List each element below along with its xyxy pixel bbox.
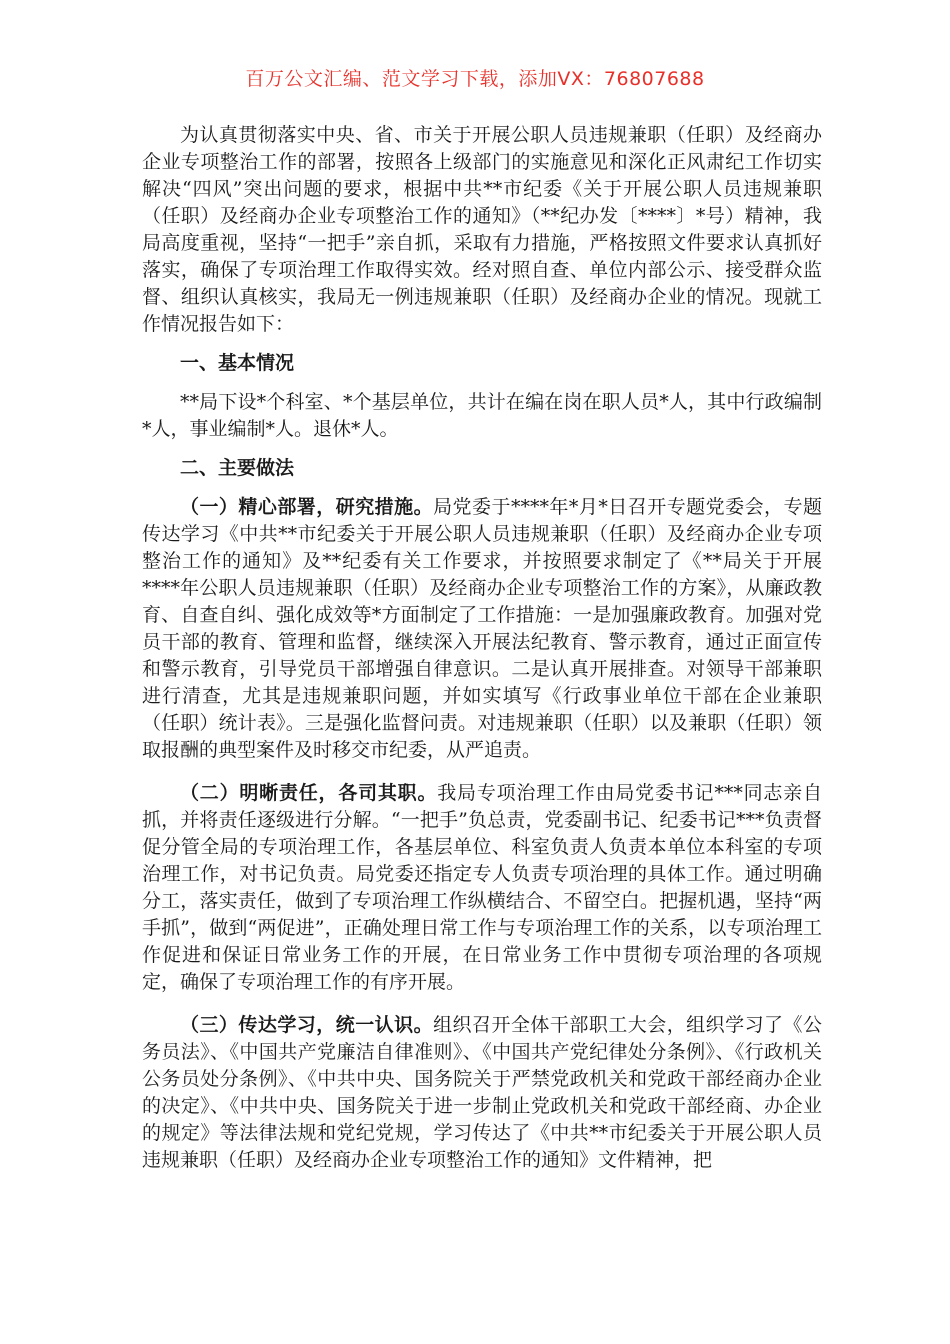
practice-item-3-body: 组织召开全体干部职工大会，组织学习了《公务员法》、《中国共产党廉洁自律准则》、《中国共产党纪律处分条例》、《行政机关公务员处分条例》、《中共中央、国务院关于严禁党政机关和党政干部经商办企业的决定》、《中共中央、国务院关于进一步制止党政机关和党政干部经商、办企业的规定》等法律法规和党纪党规，学习传达了《中共**市纪委关于开展公职人员违规兼职（任职）及经商办企业专项整治工作的通知》文件精神，把 [142, 1014, 822, 1171]
document-body [142, 122, 822, 1174]
intro-paragraph: 为认真贯彻落实中央、省、市关于开展公职人员违规兼职（任职）及经商办企业专项整治工作的部署，按照各上级部门的实施意见和深化正风肃纪工作切实解决“四风”突出问题的要求，根据中共**市纪委《关于开展公职人员违规兼职（任职）及经商办企业专项整治工作的通知》（**纪办发〔****〕*号）精神，我局高度重视，坚持“一把手”亲自抓，采取有力措施，严格按照文件要求认真抓好落实，确保了专项治理工作取得实效。经对照自查、单位内部公示、接受群众监督、组织认真核实，我局无一例违规兼职（任职）及经商办企业的情况。现就工作情况报告如下： [142, 124, 822, 335]
practice-item-2-body: 我局专项治理工作由局党委书记***同志亲自抓，并将责任逐级进行分解。“一把手”负总责，党委副书记、纪委书记***负责督促分管全局的专项治理工作，各基层单位、科室负责人负责本单位本科室的专项治理工作，对书记负责。局党委还指定专人负责专项治理的具体工作。通过明确分工，落实责任，做到了专项治理工作纵横结合、不留空白。把握机遇，坚持“两手抓”，做到“两促进”，正确处理日常工作与专项治理工作的关系，以专项治理工作促进和保证日常业务工作的开展，在日常业务工作中贯彻专项治理的各项规定，确保了专项治理工作的有序开展。 [142, 782, 822, 993]
practice-item-3 [142, 1012, 822, 1174]
practice-item-1-body: 局党委于****年*月*日召开专题党委会，专题传达学习《中共**市纪委关于开展公职人员违规兼职（任职）及经商办企业专项整治工作的通知》及**纪委有关工作要求，并按照要求制定了《**局关于开展****年公职人员违规兼职（任职）及经商办企业专项整治工作的方案》，从廉政教育、自查自纠、强化成效等*方面制定了工作措施：一是加强廉政教育。加强对党员干部的教育、管理和监督，继续深入开展法纪教育、警示教育，通过正面宣传和警示教育，引导党员干部增强自律意识。二是认真开展排查。对领导干部兼职进行清查，尤其是违规兼职问题，并如实填写《行政事业单位干部在企业兼职（任职）统计表》。三是强化监督问责。对违规兼职（任职）以及兼职（任职）领取报酬的典型案件及时移交市纪委，从严追责。 [142, 496, 822, 761]
practice-item-2 [142, 780, 822, 996]
practice-item-3-lead: （三）传达学习，统一认识。 [180, 1014, 434, 1036]
section-heading-basic-situation: 一、基本情况 [180, 352, 295, 374]
practice-item-1 [142, 494, 822, 764]
basic-situation-paragraph: **局下设*个科室、*个基层单位，共计在编在岗在职人员*人，其中行政编制*人，事业编制*人。退休*人。 [142, 391, 822, 440]
practice-item-2-lead: （二）明晰责任，各司其职。 [180, 782, 438, 804]
section-heading-main-practices: 二、主要做法 [180, 457, 295, 479]
header-banner: 百万公文汇编、范文学习下载，添加VX：76807688 [245, 68, 705, 90]
practice-item-1-lead: （一）精心部署，研究措施。 [180, 496, 434, 518]
